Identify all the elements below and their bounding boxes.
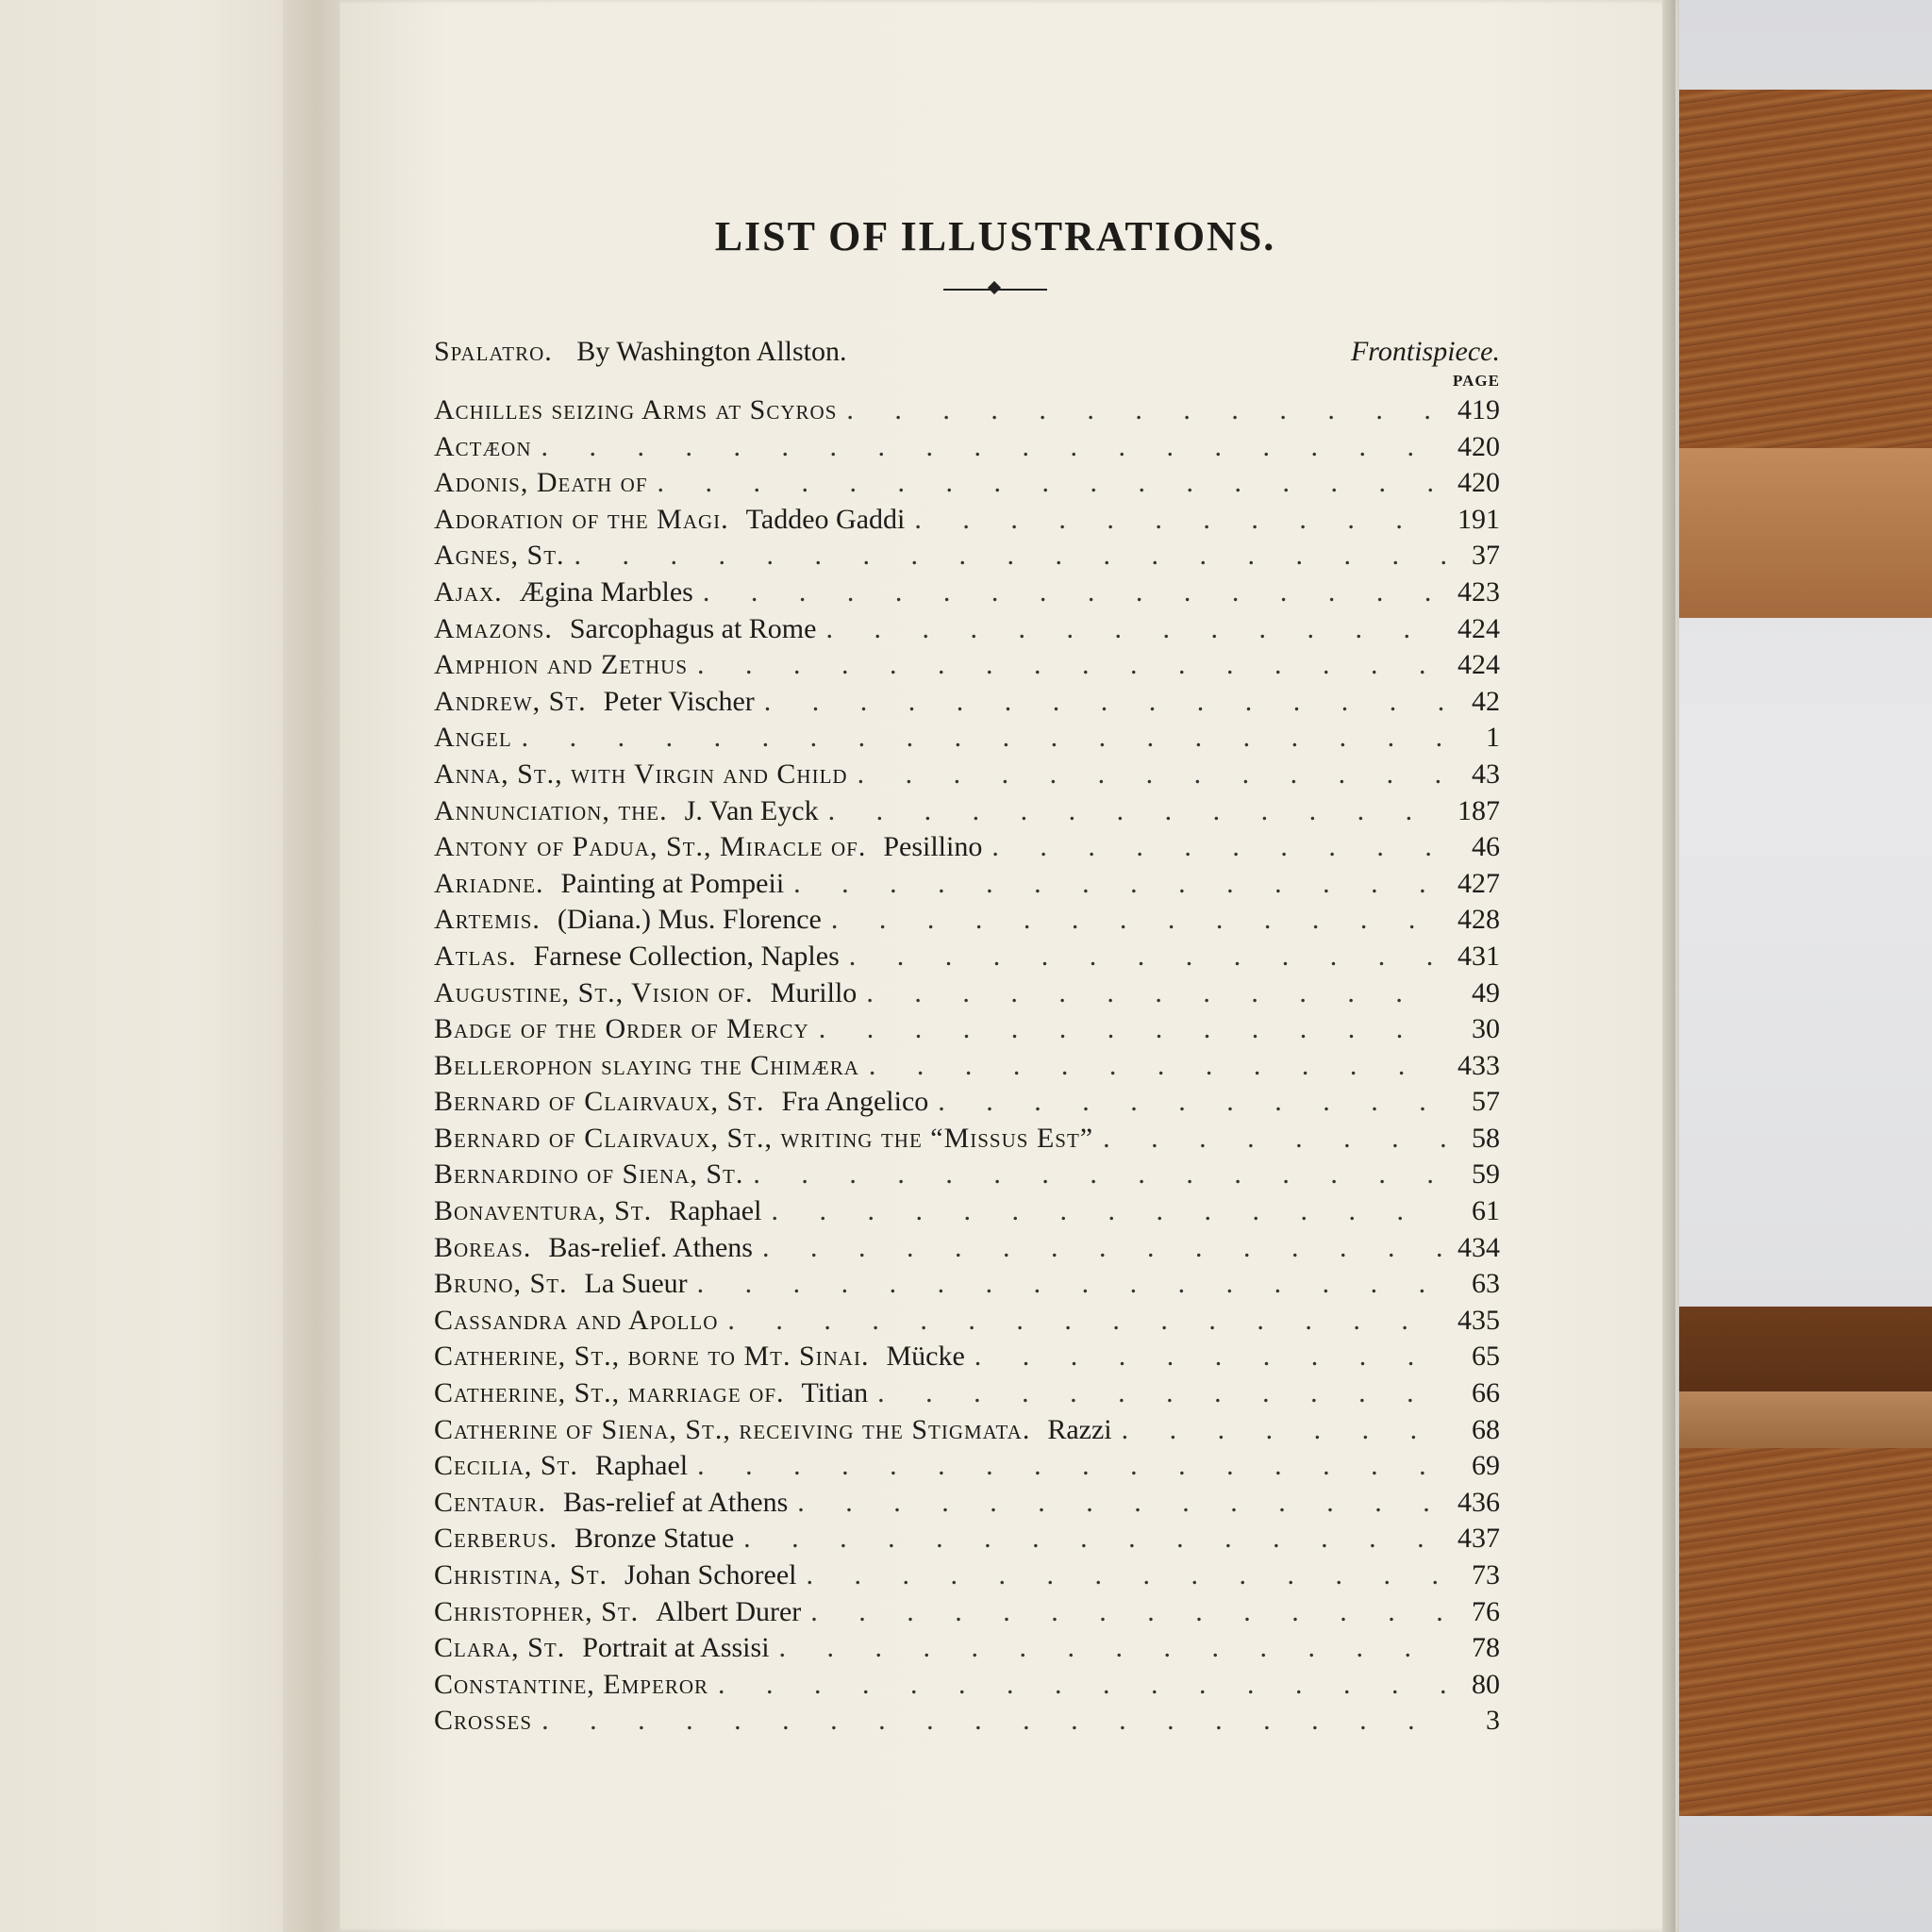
page-edge — [1662, 0, 1675, 1932]
dot-leader — [869, 1050, 1445, 1082]
wood-shelf-lower — [1670, 1448, 1932, 1816]
list-item — [434, 1123, 1500, 1159]
entry-page-number: 3 — [1486, 1705, 1500, 1737]
list-item — [434, 1050, 1500, 1087]
entry-detail: La Sueur — [584, 1268, 688, 1300]
entry-title: Bonaventura, St. — [434, 1195, 653, 1227]
list-item — [434, 1195, 1500, 1232]
list-item — [434, 649, 1500, 686]
illustrations-list — [434, 212, 1500, 1741]
entry-title: Boreas. — [434, 1231, 532, 1263]
entry-title: Constantine, Emperor — [434, 1668, 708, 1700]
entry-page-number: 423 — [1457, 575, 1500, 608]
entry-title: Catherine, St., borne to Mt. Sinai. — [434, 1341, 870, 1373]
list-item — [434, 1305, 1500, 1341]
dot-leader — [849, 941, 1445, 973]
dot-leader — [793, 868, 1445, 900]
list-item — [434, 1450, 1500, 1487]
dot-leader — [764, 686, 1445, 718]
list-item — [434, 504, 1500, 541]
dot-leader — [858, 758, 1445, 791]
frontispiece-name: Spalatro. — [434, 336, 553, 367]
entry-title: Adoration of the Magi. — [434, 503, 729, 535]
entry-title: Achilles seizing Arms at Scyros — [434, 394, 838, 425]
dot-leader — [825, 613, 1445, 645]
list-item — [434, 795, 1500, 832]
entry-detail: Taddeo Gaddi — [745, 503, 906, 535]
wood-shelf-middle — [1670, 1307, 1932, 1391]
entry-page-number: 424 — [1457, 612, 1500, 644]
dot-leader — [697, 1450, 1445, 1482]
entry-title: Adonis, Death of — [434, 467, 648, 499]
dot-leader — [1122, 1414, 1445, 1446]
list-item — [434, 1632, 1500, 1669]
entry-page-number: 428 — [1457, 904, 1500, 936]
entry-title: Centaur. — [434, 1486, 546, 1518]
dot-leader — [1103, 1123, 1445, 1155]
dot-leader — [806, 1559, 1445, 1591]
list-item — [434, 941, 1500, 977]
list-item — [434, 904, 1500, 941]
entry-detail: Pesillino — [883, 831, 983, 863]
entry-detail: Razzi — [1047, 1413, 1112, 1445]
wood-shelf-lip — [1670, 1391, 1932, 1448]
entry-title: Anna, St., with Virgin and Child — [434, 758, 848, 790]
entry-detail: Bas-relief at Athens — [563, 1486, 789, 1518]
entry-detail: Painting at Pompeii — [560, 867, 785, 899]
diamond-icon — [988, 281, 1001, 294]
entry-detail: Titian — [801, 1377, 869, 1409]
dot-leader — [522, 722, 1445, 754]
entry-title: Bruno, St. — [434, 1268, 568, 1300]
dot-leader — [866, 977, 1445, 1009]
frontispiece-detail: By Washington Allston. — [576, 336, 847, 367]
dot-leader — [846, 394, 1445, 426]
entry-page-number: 57 — [1472, 1086, 1500, 1118]
entry-page-number: 49 — [1472, 976, 1500, 1008]
entry-page-number: 63 — [1472, 1268, 1500, 1300]
entry-page-number: 68 — [1472, 1413, 1500, 1445]
list-item — [434, 1013, 1500, 1050]
entry-detail: Portrait at Assisi — [582, 1632, 770, 1664]
entry-detail: Ægina Marbles — [519, 575, 693, 608]
entry-title: Artemis. — [434, 904, 541, 936]
entry-page-number: 59 — [1472, 1158, 1500, 1191]
entry-detail: Raphael — [669, 1195, 762, 1227]
entry-title: Atlas. — [434, 940, 517, 972]
entry-title: Cecilia, St. — [434, 1450, 578, 1482]
entry-page-number: 30 — [1472, 1013, 1500, 1045]
page-title: LIST OF ILLUSTRATIONS. — [714, 213, 1276, 259]
page-column-header: PAGE — [1453, 372, 1500, 390]
entry-title: Antony of Padua, St., Miracle of. — [434, 831, 867, 863]
entry-page-number: 437 — [1457, 1523, 1500, 1555]
entry-page-number: 73 — [1472, 1559, 1500, 1591]
entry-title: Annunciation, the. — [434, 794, 668, 826]
entry-title: Clara, St. — [434, 1632, 566, 1664]
entry-page-number: 78 — [1472, 1632, 1500, 1664]
entry-title: Christina, St. — [434, 1559, 608, 1591]
entry-page-number: 436 — [1457, 1486, 1500, 1518]
entry-title: Amazons. — [434, 612, 553, 644]
frontispiece-row — [434, 336, 1500, 368]
entry-page-number: 435 — [1457, 1304, 1500, 1336]
list-item — [434, 431, 1500, 468]
entry-detail: Bronze Statue — [575, 1523, 735, 1555]
dot-leader — [938, 1086, 1445, 1118]
entry-title: Ariadne. — [434, 867, 544, 899]
entry-detail: (Diana.) Mus. Florence — [557, 904, 822, 936]
entry-detail: Murillo — [770, 976, 858, 1008]
entry-page-number: 1 — [1486, 722, 1500, 754]
entry-page-number: 37 — [1472, 540, 1500, 572]
left-page — [0, 0, 321, 1932]
entry-page-number: 187 — [1457, 794, 1500, 826]
list-item — [434, 394, 1500, 431]
entry-title: Amphion and Zethus — [434, 649, 688, 681]
dot-leader — [753, 1158, 1445, 1191]
entry-title: Cassandra and Apollo — [434, 1304, 719, 1336]
entry-detail: Peter Vischer — [603, 685, 755, 717]
entry-title: Cerberus. — [434, 1523, 558, 1555]
dot-leader — [727, 1305, 1445, 1337]
wood-shelf-edge — [1670, 448, 1932, 618]
entry-title: Angel — [434, 722, 512, 754]
list-item — [434, 576, 1500, 613]
frontispiece-tag: Frontispiece. — [1350, 336, 1500, 367]
entry-page-number: 191 — [1457, 503, 1500, 535]
entry-page-number: 433 — [1457, 1049, 1500, 1081]
entry-detail: Albert Durer — [656, 1595, 802, 1627]
list-item — [434, 1268, 1500, 1305]
entry-page-number: 66 — [1472, 1377, 1500, 1409]
entry-page-number: 424 — [1457, 649, 1500, 681]
dot-leader — [810, 1596, 1445, 1628]
dot-leader — [697, 1268, 1445, 1300]
entry-page-number: 76 — [1472, 1595, 1500, 1627]
entry-detail: Farnese Collection, Naples — [533, 940, 840, 972]
entry-detail: Mücke — [886, 1341, 965, 1373]
entry-title: Catherine of Siena, St., receiving the Stigmata. — [434, 1413, 1031, 1445]
dot-leader — [831, 904, 1445, 936]
entry-page-number: 434 — [1457, 1231, 1500, 1263]
dot-leader — [697, 649, 1445, 681]
entry-page-number: 80 — [1472, 1668, 1500, 1700]
list-item — [434, 722, 1500, 758]
entry-title: Christopher, St. — [434, 1595, 640, 1627]
list-item — [434, 1705, 1500, 1741]
list-item — [434, 1523, 1500, 1559]
entry-detail: J. Van Eyck — [684, 794, 819, 826]
list-item — [434, 613, 1500, 650]
list-item — [434, 1559, 1500, 1596]
dot-leader — [974, 1341, 1445, 1373]
dot-leader — [914, 504, 1445, 536]
entry-title: Badge of the Order of Mercy — [434, 1013, 809, 1045]
entry-title: Bernard of Clairvaux, St., writing the “Missus Est” — [434, 1122, 1094, 1154]
dot-leader — [541, 1705, 1445, 1737]
dot-leader — [762, 1232, 1445, 1264]
entry-title: Catherine, St., marriage of. — [434, 1377, 785, 1409]
list-item — [434, 1596, 1500, 1633]
list-item — [434, 540, 1500, 576]
list-item — [434, 868, 1500, 905]
list-item — [434, 1232, 1500, 1269]
dot-leader — [658, 467, 1445, 499]
dot-leader — [771, 1195, 1445, 1227]
frontispiece-entry — [434, 336, 847, 368]
entry-page-number: 431 — [1457, 940, 1500, 972]
entry-page-number: 42 — [1472, 685, 1500, 717]
dot-leader — [575, 540, 1445, 572]
entry-title: Actæon — [434, 430, 532, 462]
list-item — [434, 758, 1500, 795]
dot-leader — [991, 831, 1445, 863]
entry-title: Bellerophon slaying the Chimæra — [434, 1049, 859, 1081]
list-item — [434, 467, 1500, 504]
entry-page-number: 46 — [1472, 831, 1500, 863]
entry-page-number: 420 — [1457, 467, 1500, 499]
entry-title: Andrew, St. — [434, 685, 587, 717]
list-item — [434, 1158, 1500, 1195]
list-item — [434, 831, 1500, 868]
list-item — [434, 1086, 1500, 1123]
entry-detail: Fra Angelico — [781, 1086, 929, 1118]
entry-title: Bernard of Clairvaux, St. — [434, 1086, 765, 1118]
entry-detail: Sarcophagus at Rome — [569, 612, 817, 644]
entry-page-number: 61 — [1472, 1195, 1500, 1227]
list-item — [434, 1487, 1500, 1524]
entry-title: Agnes, St. — [434, 540, 565, 572]
entry-detail: Bas-relief. Athens — [548, 1231, 753, 1263]
dot-leader — [797, 1487, 1445, 1519]
dot-leader — [703, 576, 1445, 608]
entry-detail: Raphael — [594, 1450, 689, 1482]
entry-page-number: 420 — [1457, 430, 1500, 462]
dot-leader — [828, 795, 1445, 827]
entry-title: Augustine, St., Vision of. — [434, 976, 754, 1008]
entry-title: Bernardino of Siena, St. — [434, 1158, 744, 1191]
list-item — [434, 1669, 1500, 1706]
list-item — [434, 1341, 1500, 1377]
entry-title: Ajax. — [434, 575, 503, 608]
list-item — [434, 686, 1500, 723]
dot-leader — [819, 1013, 1445, 1045]
dot-leader — [541, 431, 1445, 463]
dot-leader — [779, 1632, 1445, 1664]
entry-page-number: 43 — [1472, 758, 1500, 790]
entry-page-number: 427 — [1457, 867, 1500, 899]
entry-page-number: 69 — [1472, 1450, 1500, 1482]
entry-page-number: 419 — [1457, 394, 1500, 425]
list-item — [434, 1414, 1500, 1451]
dot-leader — [743, 1523, 1445, 1555]
wood-shelf-upper — [1670, 90, 1932, 448]
entry-title: Crosses — [434, 1705, 533, 1737]
entry-list — [434, 394, 1500, 1741]
dot-leader — [877, 1377, 1445, 1409]
list-item — [434, 977, 1500, 1014]
divider-ornament — [943, 285, 1047, 294]
dot-leader — [718, 1669, 1445, 1701]
entry-detail: Johan Schoreel — [625, 1559, 797, 1591]
entry-page-number: 58 — [1472, 1122, 1500, 1154]
list-item — [434, 1377, 1500, 1414]
entry-page-number: 65 — [1472, 1341, 1500, 1373]
